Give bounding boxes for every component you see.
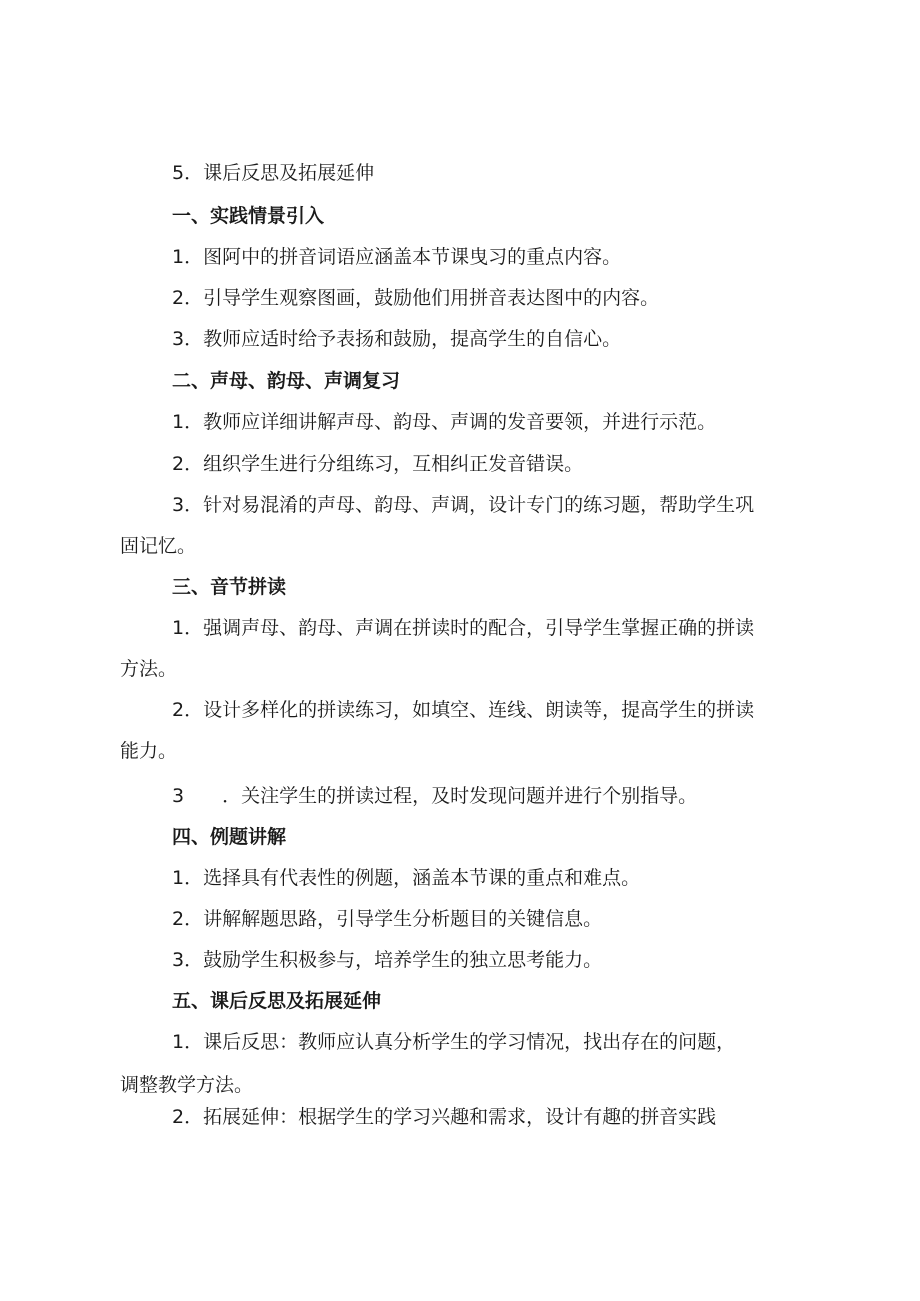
list-item: 3．教师应适时给予表扬和鼓励，提高学生的自信心。 xyxy=(172,328,622,350)
list-item-continuation: 调整教学方法。 xyxy=(120,1074,254,1096)
list-item: 1．强调声母、韵母、声调在拼读时的配合，引导学生掌握正确的拼读 xyxy=(172,617,755,639)
list-item: 1．图阿中的拼音词语应涵盖本节课曳习的重点内容。 xyxy=(172,246,622,268)
list-item: 1．课后反思：教师应认真分析学生的学习情况，找出存在的问题， xyxy=(172,1031,736,1053)
list-item: 1．教师应详细讲解声母、韵母、声调的发音要领，并进行示范。 xyxy=(172,411,717,433)
list-item: 1．选择具有代表性的例题，涵盖本节课的重点和难点。 xyxy=(172,867,641,889)
section-heading-5: 五、课后反思及拓展延伸 xyxy=(172,990,382,1012)
section-heading-1: 一、实践情景引入 xyxy=(172,205,325,227)
list-item: 3．鼓励学生积极参与，培养学生的独立思考能力。 xyxy=(172,949,603,971)
list-item-continuation: 能力。 xyxy=(120,740,178,762)
list-item-continuation: 固记忆。 xyxy=(120,535,197,557)
list-item: 2．引导学生观察图画，鼓励他们用拼音表达图中的内容。 xyxy=(172,287,660,309)
section-heading-3: 三、音节拼读 xyxy=(172,576,287,598)
list-item: 2．设计多样化的拼读练习，如填空、连线、朗读等，提高学生的拼读 xyxy=(172,699,755,721)
list-item: 2．拓展延伸：根据学生的学习兴趣和需求，设计有趣的拼音实践 xyxy=(172,1106,717,1128)
list-item: 2．组织学生进行分组练习，互相纠正发音错误。 xyxy=(172,453,584,475)
list-item: 3 ．关注学生的拼读过程，及时发现问题并进行个别指导。 xyxy=(172,785,698,807)
list-item-continuation: 方法。 xyxy=(120,658,178,680)
list-item: 3．针对易混淆的声母、韵母、声调，设计专门的练习题，帮助学生巩 xyxy=(172,494,755,516)
list-item: 2．讲解解题思路，引导学生分析题目的关键信息。 xyxy=(172,908,603,930)
list-item-top: 5．课后反思及拓展延伸 xyxy=(172,162,375,184)
section-heading-4: 四、例题讲解 xyxy=(172,826,287,848)
section-heading-2: 二、声母、韵母、声调复习 xyxy=(172,370,401,392)
